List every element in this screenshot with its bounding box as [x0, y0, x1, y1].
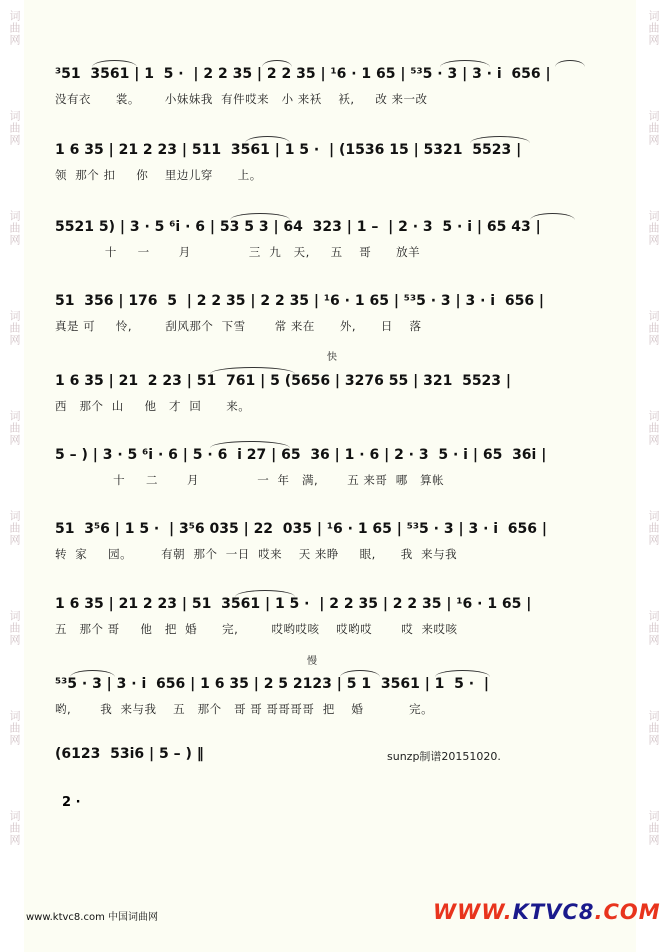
notes-line: 5521 5) | 3 · 5 ⁶i · 6 | 53 5 3 | 64 323 | 1 – | 2 · 3 5 · i | 65 43 | [55, 219, 541, 235]
slur [92, 60, 137, 67]
notes-line: 51 3⁵6 | 1 5 · | 3⁵6 035 | 22 035 | ¹6 · 1 65 | ⁵³5 · 3 | 3 · i 656 | [55, 521, 548, 537]
watermark-left: 词曲网 词曲网 词曲网 词曲网 词曲网 词曲网 词曲网 词曲网 词曲网 [8, 10, 21, 846]
notes-line: 5 – ) | 3 · 5 ⁶i · 6 | 5 · 6 i 27 | 65 36 | 1 · 6 | 2 · 3 5 · i | 65 36i | [55, 447, 547, 463]
lyrics-line: 领 那个 扣 你 里边儿穿 上。 [55, 168, 262, 182]
footer-site-text[interactable]: www.ktvc8.com 中国词曲网 [26, 912, 159, 923]
lyrics-line: 转 家 园。 有朝 那个 一日 哎来 天 来睁 眼, 我 来与我 [55, 547, 458, 561]
slur [340, 670, 380, 677]
notes-line: ⁵³5 · 3 | 3 · i 656 | 1 6 35 | 2 5 2123 | 5 1 3561 | 1 5 · | [55, 676, 489, 692]
slur [235, 590, 295, 597]
slur [210, 441, 290, 448]
notes-line: 51 356 | 176 5 | 2 2 35 | 2 2 35 | ¹6 · 1 65 | ⁵³5 · 3 | 3 · i 656 | [55, 293, 545, 309]
notes-line: 1 6 35 | 21 2 23 | 51 3561 | 1 5 · | 2 2 35 | 2 2 35 | ¹6 · 1 65 | [55, 596, 532, 612]
notes-line: 1 6 35 | 21 2 23 | 51 761 | 5 (5656 | 3276 55 | 321 5523 | [55, 373, 512, 389]
slur [470, 136, 530, 143]
footer-logo[interactable] [433, 900, 661, 924]
tempo-mark-fast: 快 [327, 352, 337, 363]
watermark-right: 词曲网 词曲网 词曲网 词曲网 词曲网 词曲网 词曲网 词曲网 词曲网 [647, 10, 660, 846]
repeat-mark: 2 · [62, 795, 81, 810]
slur [245, 136, 290, 143]
slur [230, 213, 290, 220]
lyrics-line: 真是 可 怜, 刮风那个 下雪 常 来在 外, 日 落 [55, 319, 422, 333]
lyrics-line: 五 那个 哥 他 把 婚 完, 哎哟哎咳 哎哟哎 哎 来哎咳 [55, 622, 458, 636]
slur [435, 670, 490, 677]
lyrics-line: 西 那个 山 他 才 回 来。 [55, 399, 251, 413]
lyrics-line: 没有衣 裳。 小妹妹我 有件哎来 小 来袄 袄, 改 来一改 [55, 92, 428, 106]
notes-line: (6123 53i6 | 5 – ) ‖ [55, 746, 204, 762]
footer-logo-c: .COM [594, 900, 661, 924]
lyrics-line: 十 一 月 三 九 天, 五 哥 放羊 [55, 245, 421, 259]
lyrics-line: 哟, 我 来与我 五 那个 哥 哥 哥哥哥哥 把 婚 完。 [55, 702, 434, 716]
slur [262, 60, 292, 67]
slur [530, 213, 575, 220]
slur [70, 670, 115, 677]
tempo-mark-slow: 慢 [307, 656, 317, 667]
slur [555, 60, 585, 67]
transcriber-credit: sunzp制谱20151020. [387, 750, 501, 763]
footer-logo-a: WWW. [433, 900, 513, 924]
slur [440, 60, 490, 67]
footer-logo-b: KTVC8 [512, 900, 595, 924]
notes-line: 1 6 35 | 21 2 23 | 511 3561 | 1 5 · | (1536 15 | 5321 5523 | [55, 142, 522, 158]
notes-line: ³51 3561 | 1 5 · | 2 2 35 | 2 2 35 | ¹6 · 1 65 | ⁵³5 · 3 | 3 · i 656 | [55, 66, 551, 82]
lyrics-line: 十 二 月 一 年 满, 五 来哥 哪 算帐 [55, 473, 445, 487]
slur [210, 367, 295, 374]
